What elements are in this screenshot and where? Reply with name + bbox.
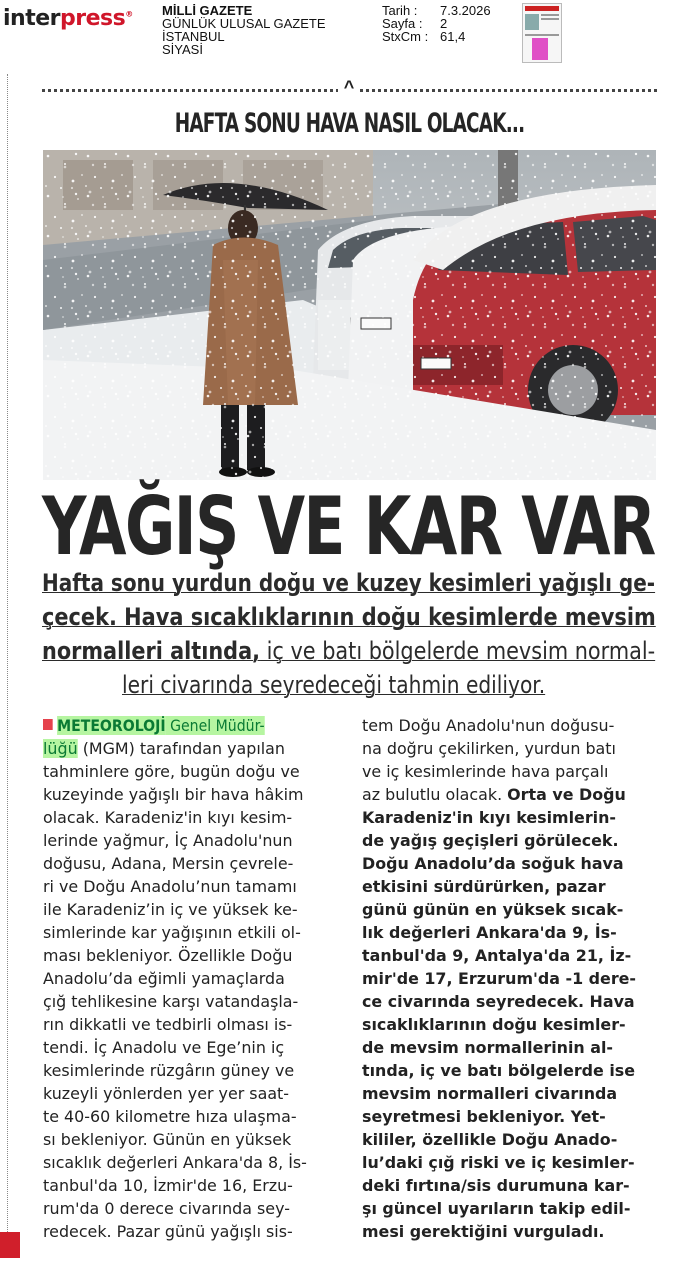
column-line: olacak. Karadeniz'in kıyı kesim-	[43, 808, 293, 827]
meta-row-stxcm: StxCm : 61,4	[382, 29, 466, 44]
article-deck	[42, 566, 657, 702]
page-thumbnail-icon[interactable]	[522, 3, 562, 63]
red-square-bullet-icon	[0, 1232, 20, 1258]
meta-row-date: Tarih : 7.3.2026	[382, 3, 491, 18]
column-line: lüğü (MGM) tarafından yapılan	[43, 739, 285, 758]
column-line: simlerinde kar yağışının etkili ol-	[43, 923, 301, 942]
deck-line: leri civarında seyredeceği tahmin ediliyor.	[122, 671, 546, 699]
snow-photo	[43, 150, 656, 480]
margin-divider	[7, 74, 8, 1234]
column-line: ması bekleniyor. Özellikle Doğu	[43, 946, 293, 965]
deck-line: Hafta sonu yurdun doğu ve kuzey kesimleri yağışlı ge-	[42, 569, 656, 597]
column-line: kesimlerinde rüzgârın güney ve	[43, 1061, 295, 1080]
publication-info	[162, 4, 326, 56]
column-line: tanbul'da 9, Antalya'da 21, İz-	[362, 946, 632, 965]
column-line: Karadeniz'in kıyı kesimlerin-	[362, 808, 617, 827]
column-line: rum'da 0 derece civarında sey-	[43, 1199, 290, 1218]
column-line: Anadolu’da eğimli yamaçlarda	[43, 969, 285, 988]
column-line: az bulutlu olacak. Orta ve Doğu	[362, 785, 626, 804]
column-line: sıcaklıklarının doğu kesimler-	[362, 1015, 626, 1034]
article-headline: YAĞIŞ VE KAR VAR	[42, 480, 655, 573]
column-line: lu’daki çığ riski ve iç kesimler-	[362, 1153, 635, 1172]
column-line	[43, 714, 303, 737]
publication-name: MİLLİ GAZETE	[162, 3, 253, 18]
column-line: doğusu, Adana, Mersin çevrele-	[43, 854, 294, 873]
column-line: günü günün en yüksek sıcak-	[362, 900, 624, 919]
deck-line: çecek. Hava sıcaklıklarının doğu kesimlerde mevsim	[42, 603, 656, 631]
column-line: tanbul'da 10, İzmir'de 16, Erzu-	[43, 1176, 293, 1195]
caret-icon: ^	[338, 78, 360, 96]
interpress-logo: interpress®	[3, 6, 133, 31]
column-line: mesi gerektiğini vurguladı.	[362, 1222, 605, 1241]
column-line: ri ve Doğu Anadolu’nun tamamı	[43, 877, 297, 896]
column-line: tında, iç ve batı bölgelerde ise	[362, 1061, 636, 1080]
column-line: mir'de 17, Erzurum'da -1 dere-	[362, 969, 637, 988]
column-line: lık değerleri Ankara'da 9, İs-	[362, 923, 617, 942]
column-line: deki fırtına/sis durumuna kar-	[362, 1176, 630, 1195]
column-line: ile Karadeniz’in iç ve yüksek ke-	[43, 900, 298, 919]
column-line: kuzeyli yönlerden yer yer saat-	[43, 1084, 290, 1103]
column-line: redecek. Pazar günü yağışlı sis-	[43, 1222, 293, 1241]
meta-row-page: Sayfa : 2	[382, 16, 448, 31]
org-name-highlight: METEOROLOJİ	[57, 716, 166, 735]
column-line: de mevsim normallerinin al-	[362, 1038, 614, 1057]
column-line: mevsim normalleri civarında	[362, 1084, 618, 1103]
column-line: rın dikkatli ve tedbirli olması is-	[43, 1015, 293, 1034]
column-line: tendi. İç Anadolu ve Ege’nin iç	[43, 1038, 285, 1057]
column-line: kililer, özellikle Doğu Anado-	[362, 1130, 618, 1149]
article-column-1	[43, 714, 339, 1243]
publication-section: SİYASİ	[162, 42, 203, 57]
column-line: sıcaklık değerleri Ankara'da 8, İs-	[43, 1153, 307, 1172]
column-line: ce civarında seyredecek. Hava	[362, 992, 635, 1011]
column-line: kuzeyinde yağışlı bir hava hâkim	[43, 785, 304, 804]
column-line: ve iç kesimlerinde hava parçalı	[362, 762, 609, 781]
clipping-meta	[382, 4, 491, 43]
article-kicker: HAFTA SONU HAVA NASIL OLACAK...	[174, 108, 525, 139]
column-line: tahminlere göre, bugün doğu ve	[43, 762, 300, 781]
column-line: tem Doğu Anadolu'nun doğusu-	[362, 716, 615, 735]
column-line: te 40-60 kilometre hıza ulaşma-	[43, 1107, 297, 1126]
publication-type: GÜNLÜK ULUSAL GAZETE	[162, 16, 326, 31]
red-square-bullet-icon	[43, 719, 53, 730]
column-line: etkisini sürdürürken, pazar	[362, 877, 606, 896]
publication-city: İSTANBUL	[162, 29, 225, 44]
article-column-2	[362, 714, 660, 1243]
column-line: sı bekleniyor. Günün en yüksek	[43, 1130, 292, 1149]
org-name-highlight: Genel Müdür-	[165, 716, 265, 735]
column-line: lerinde yağmur, İç Anadolu'nun	[43, 831, 293, 850]
column-line: çığ tehlikesine karşı vatandaşla-	[43, 992, 299, 1011]
deck-line: normalleri altında, iç ve batı bölgelerde mevsim normal-	[42, 637, 656, 665]
column-line: seyretmesi bekleniyor. Yet-	[362, 1107, 606, 1126]
column-line: şı güncel uyarıların takip edil-	[362, 1199, 631, 1218]
column-line: na doğru çekilirken, yurdun batı	[362, 739, 616, 758]
column-line: de yağış geçişleri görülecek.	[362, 831, 619, 850]
column-line: Doğu Anadolu’da soğuk hava	[362, 854, 624, 873]
